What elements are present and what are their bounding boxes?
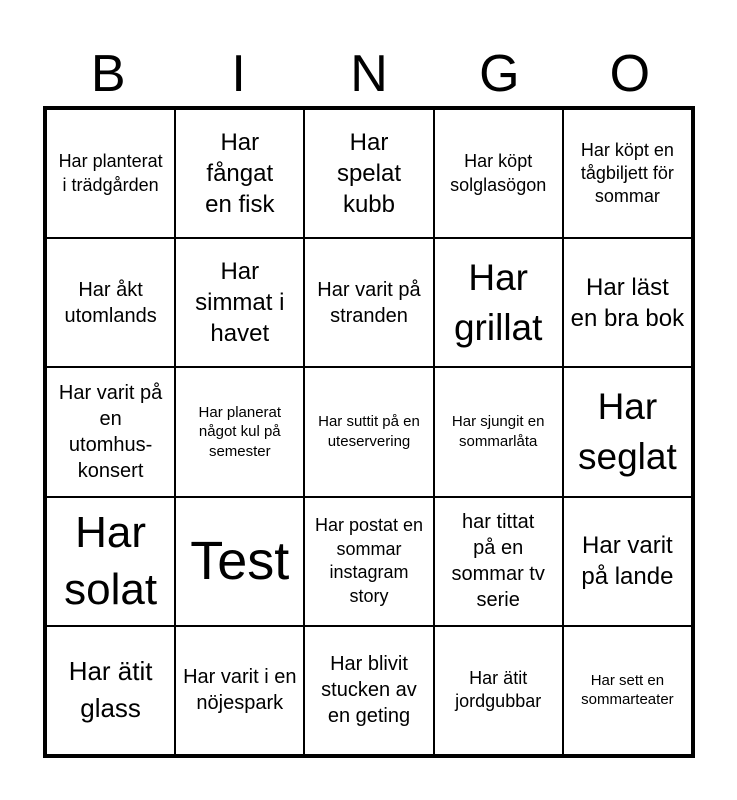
cell-label: Har fångat en fisk [205, 128, 275, 219]
cell-label: Har köpt solglasögon [450, 151, 547, 195]
bingo-cell-r4c3[interactable] [304, 497, 433, 626]
bingo-cell-r3c4[interactable] [434, 367, 563, 496]
bingo-board [43, 106, 695, 758]
bingo-cell-r1c4[interactable] [434, 109, 563, 238]
cell-label: Har seglat [578, 386, 677, 477]
bingo-cell-r3c1[interactable] [46, 367, 175, 496]
cell-label: Har planterat i trädgården [58, 151, 163, 195]
bingo-cell-r4c2[interactable] [175, 497, 304, 626]
header-letter-o: O [609, 45, 651, 103]
bingo-cell-r1c2[interactable] [175, 109, 304, 238]
cell-label: Test [190, 530, 290, 591]
cell-label: Har varit i en nöjespark [183, 666, 297, 715]
bingo-cell-r5c3[interactable] [304, 626, 433, 755]
cell-label: Har spelat kubb [336, 128, 401, 219]
cell-label: Har ätit glass [68, 655, 153, 724]
cell-label: Har blivit stucken av en geting [321, 653, 417, 728]
bingo-cell-r3c2[interactable] [175, 367, 304, 496]
cell-label: Har varit på lande [581, 532, 674, 591]
cell-label: Har varit på stranden [317, 278, 421, 327]
bingo-cell-r1c1[interactable] [46, 109, 175, 238]
cell-label: Har suttit på en uteservering [318, 413, 420, 450]
bingo-cell-r4c1[interactable] [46, 497, 175, 626]
bingo-cell-r4c4[interactable] [434, 497, 563, 626]
bingo-cell-r2c1[interactable] [46, 238, 175, 367]
bingo-cell-r2c5[interactable] [563, 238, 692, 367]
bingo-cell-r2c2[interactable] [175, 238, 304, 367]
cell-label: Har grillat [453, 256, 543, 348]
cell-label: Har ätit jordgubbar [455, 668, 542, 712]
bingo-cell-r5c5[interactable] [563, 626, 692, 755]
bingo-cell-r3c5[interactable] [563, 367, 692, 496]
cell-label: Har sjungit en sommarlåta [451, 413, 545, 450]
bingo-cell-r5c2[interactable] [175, 626, 304, 755]
bingo-cell-r1c3[interactable] [304, 109, 433, 238]
cell-label: Har simmat i havet [195, 258, 285, 348]
bingo-cell-r5c4[interactable] [434, 626, 563, 755]
cell-label: Har varit på en utomhus-konsert [58, 381, 163, 482]
header-letter-i: I [231, 45, 246, 103]
bingo-cell-r5c1[interactable] [46, 626, 175, 755]
cell-label: har tittat på en sommar tv serie [451, 511, 545, 612]
header-letter-b: B [90, 45, 126, 103]
bingo-cell-r1c5[interactable] [563, 109, 692, 238]
cell-label: Har solat [64, 508, 158, 615]
bingo-cell-r2c4[interactable] [434, 238, 563, 367]
cell-label: Har åkt utomlands [64, 278, 157, 327]
bingo-cell-r4c5[interactable] [563, 497, 692, 626]
bingo-cell-r2c3[interactable] [304, 238, 433, 367]
bingo-cell-r3c3[interactable] [304, 367, 433, 496]
header-letter-n: N [350, 45, 388, 103]
cell-label: Har köpt en tågbiljett för sommar [580, 139, 674, 207]
cell-label: Har sett en sommarteater [581, 671, 674, 709]
cell-label: Har läst en bra bok [570, 273, 685, 332]
bingo-header [43, 42, 695, 106]
cell-label: Har planerat något kul på semester [198, 403, 282, 460]
cell-label: Har postat en sommar instagram story [314, 515, 424, 606]
header-letter-g: G [479, 45, 520, 103]
